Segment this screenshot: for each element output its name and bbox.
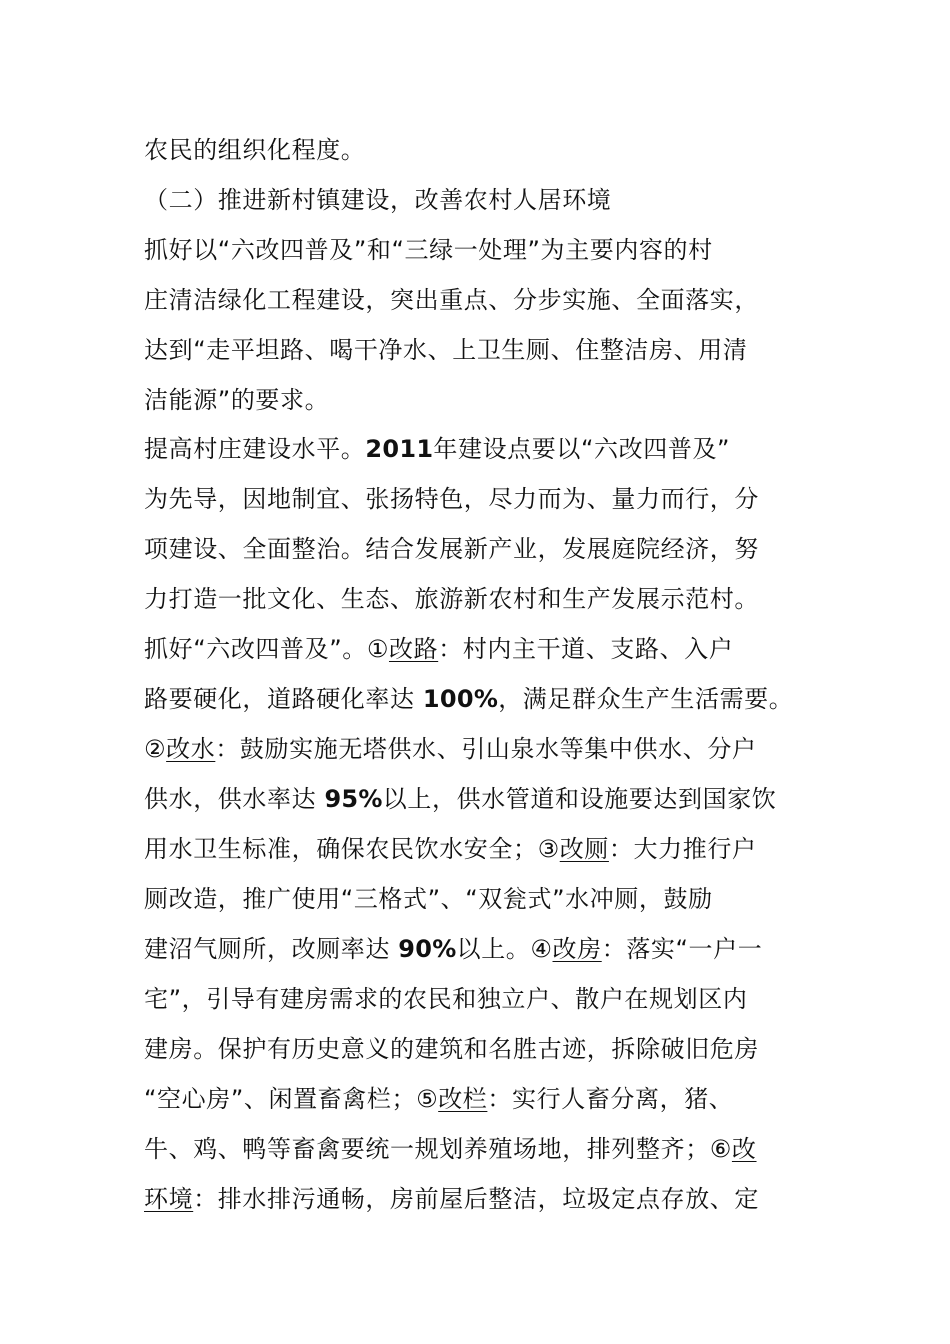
text-line xyxy=(144,335,747,365)
text-segment: 牛、鸡、鸭等畜禽要统一规划养殖场地，排列整齐；⑥ xyxy=(144,1135,732,1163)
text-line xyxy=(144,285,759,315)
text-segment: 抓好“六改四普及”。① xyxy=(144,635,389,663)
text-segment: ：村内主干道、支路、入户 xyxy=(438,635,734,663)
text-line xyxy=(144,534,759,564)
underlined-term: 改 xyxy=(731,1135,757,1163)
text-line xyxy=(144,385,329,415)
text-segment: 路要硬化，道路硬化率达 xyxy=(144,685,423,713)
text-segment: 农民的组织化程度。 xyxy=(144,136,366,164)
underlined-term: 环境 xyxy=(144,1185,194,1213)
text-line xyxy=(144,784,776,814)
text-line xyxy=(144,684,793,714)
text-line xyxy=(144,484,759,514)
underlined-term: 改水 xyxy=(166,735,216,763)
text-line xyxy=(144,1084,733,1114)
text-line xyxy=(144,934,762,964)
text-line xyxy=(144,984,747,1014)
text-segment: 建房。保护有历史意义的建筑和名胜古迹，拆除破旧危房 xyxy=(144,1035,759,1063)
underlined-term: 改房 xyxy=(552,935,602,963)
text-line xyxy=(144,634,733,664)
text-line xyxy=(144,734,757,764)
text-line xyxy=(144,1184,759,1214)
text-segment: 年建设点要以“六改四普及” xyxy=(433,435,731,463)
text-line xyxy=(144,834,757,864)
text-segment: 用水卫生标准，确保农民饮水安全；③ xyxy=(144,835,560,863)
bold-figure: 95% xyxy=(324,785,383,813)
text-segment: ：落实“一户一 xyxy=(601,935,763,963)
text-segment: 项建设、全面整治。结合发展新产业，发展庭院经济，努 xyxy=(144,535,759,563)
text-segment: 力打造一批文化、生态、旅游新农村和生产发展示范村。 xyxy=(144,585,759,613)
text-line xyxy=(144,135,365,165)
text-line xyxy=(144,1134,757,1164)
text-segment: ：排水排污通畅，房前屋后整洁，垃圾定点存放、定 xyxy=(193,1185,760,1213)
text-segment: 提高村庄建设水平。 xyxy=(144,435,366,463)
text-segment: 洁能源”的要求。 xyxy=(144,386,330,414)
text-segment: ：大力推行户 xyxy=(608,835,757,863)
text-segment: ② xyxy=(144,735,167,763)
underlined-term: 改路 xyxy=(388,635,439,663)
text-segment: 以上，供水管道和设施要达到国家饮 xyxy=(382,785,777,813)
text-segment: ，满足群众生产生活需要。 xyxy=(498,685,794,713)
underlined-term: 改栏 xyxy=(438,1085,488,1113)
text-line xyxy=(144,584,759,614)
text-segment: 宅”，引导有建房需求的农民和独立户、散户在规划区内 xyxy=(144,985,748,1013)
text-line xyxy=(144,1034,759,1064)
text-line xyxy=(144,884,713,914)
text-segment: 建沼气厕所，改厕率达 xyxy=(144,935,399,963)
text-segment: 达到“走平坦路、喝干净水、上卫生厕、住整洁房、用清 xyxy=(144,336,748,364)
text-segment: 抓好以“六改四普及”和“三绿一处理”为主要内容的村 xyxy=(144,236,713,264)
text-line xyxy=(144,235,713,265)
bold-figure: 2011 xyxy=(365,435,434,463)
text-segment: 为先导，因地制宜、张扬特色，尽力而为、量力而行，分 xyxy=(144,485,759,513)
text-segment: “空心房”、闲置畜禽栏；⑤ xyxy=(144,1085,439,1113)
text-segment: ：鼓励实施无塔供水、引山泉水等集中供水、分户 xyxy=(215,735,757,763)
text-segment: （二）推进新村镇建设，改善农村人居环境 xyxy=(144,186,612,214)
text-segment: ：实行人畜分离，猪、 xyxy=(487,1085,734,1113)
text-line xyxy=(144,185,611,215)
text-segment: 庄清洁绿化工程建设，突出重点、分步实施、全面落实， xyxy=(144,286,759,314)
text-segment: 供水，供水率达 xyxy=(144,785,325,813)
text-line xyxy=(144,434,730,464)
text-segment: 以上。④ xyxy=(456,935,553,963)
text-segment: 厕改造，推广使用“三格式”、“双瓮式”水冲厕，鼓励 xyxy=(144,885,713,913)
bold-figure: 100% xyxy=(422,685,499,713)
bold-figure: 90% xyxy=(398,935,457,963)
underlined-term: 改厕 xyxy=(559,835,609,863)
